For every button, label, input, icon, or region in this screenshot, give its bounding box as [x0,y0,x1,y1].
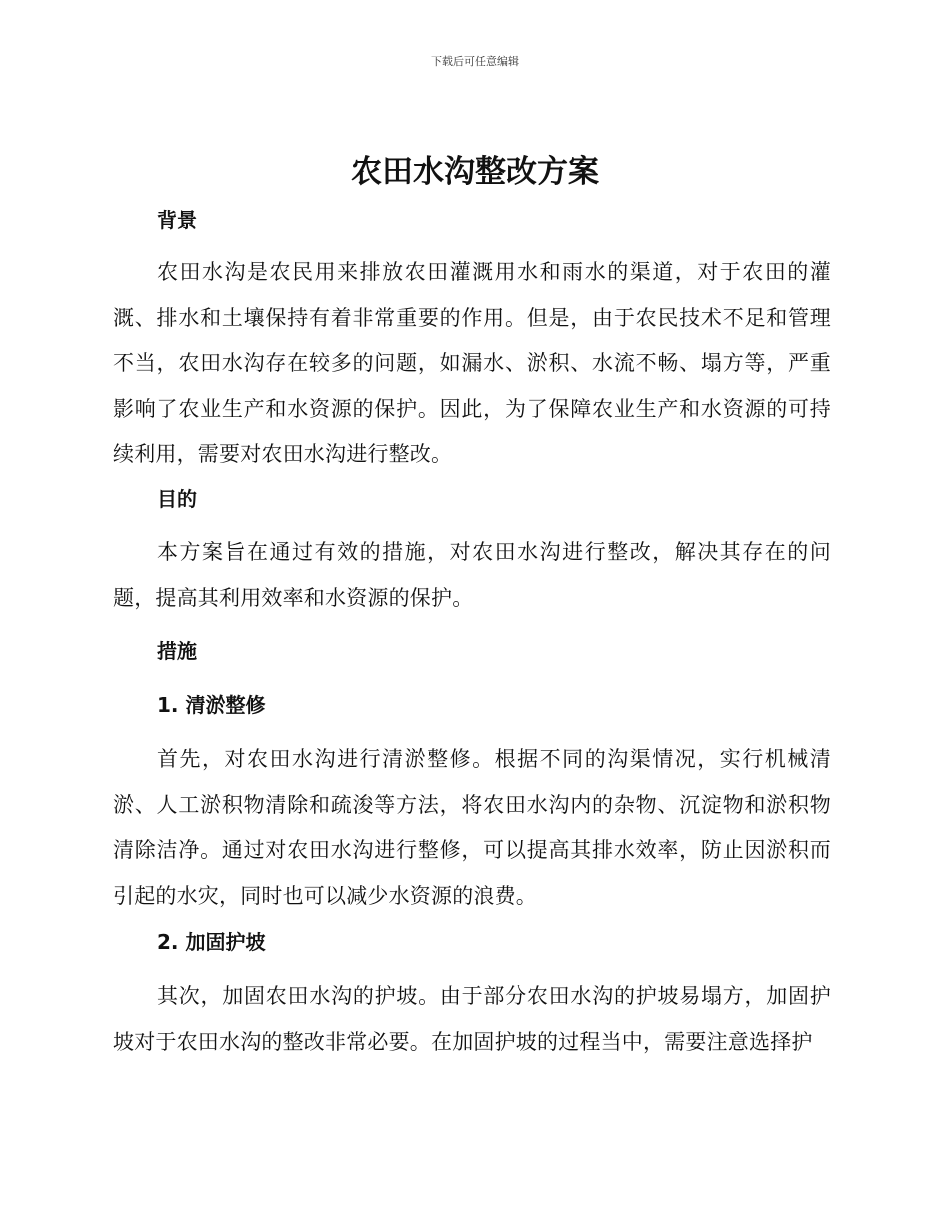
measure-heading-slope-reinforcement: 2. 加固护坡 [157,930,266,954]
purpose-paragraph: 本方案旨在通过有效的措施，对农田水沟进行整改，解决其存在的问题，提高其利用效率和水资源的保护。 [113,540,831,610]
section-heading-purpose: 目的 [157,487,197,511]
slope-reinforcement-paragraph: 其次，加固农田水沟的护坡。由于部分农田水沟的护坡易塌方，加固护坡对于农田水沟的整改非常必要。在加固护坡的过程当中，需要注意选择护 [113,984,831,1054]
dredging-paragraph-block [113,737,831,919]
section-heading-measures: 措施 [157,639,197,663]
background-paragraph-block [113,250,831,478]
measure-heading-dredging: 1. 清淤整修 [157,693,266,717]
purpose-paragraph-block [113,530,831,621]
background-paragraph: 农田水沟是农民用来排放农田灌溉用水和雨水的渠道，对于农田的灌溉、排水和土壤保持有着非常重要的作用。但是，由于农民技术不足和管理不当，农田水沟存在较多的问题，如漏水、淤积、水流不畅、塌方等，严重影响了农业生产和水资源的保护。因此，为了保障农业生产和水资源的可持续利用，需要对农田水沟进行整改。 [113,260,831,466]
document-title: 农田水沟整改方案 [351,154,599,190]
page-header-note: 下载后可任意编辑 [431,55,519,68]
dredging-paragraph: 首先，对农田水沟进行清淤整修。根据不同的沟渠情况，实行机械清淤、人工淤积物清除和疏浚等方法，将农田水沟内的杂物、沉淀物和淤积物清除洁净。通过对农田水沟进行整修，可以提高其排水效率，防止因淤积而引起的水灾，同时也可以减少水资源的浪费。 [113,747,831,908]
slope-paragraph-block [113,974,831,1065]
section-heading-background: 背景 [157,208,197,232]
